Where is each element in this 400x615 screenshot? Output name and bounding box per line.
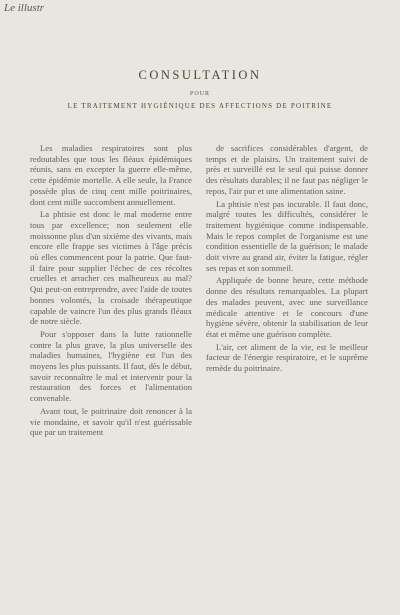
paragraph: La phtisie n'est pas incurable. Il faut donc, malgré toutes les difficultés, considérer le traitement hygiénique comme indispensable. Mais le repos complet de l'organisme est une condition essentielle de la guérison; le malade doit vivre au grand air, éviter la fatigue, régler ses repas et son sommeil.	[206, 198, 368, 273]
left-column	[30, 143, 192, 440]
paragraph: Appliquée de bonne heure, cette méthode donne des résultats remarquables. La plupart des malades peuvent, avec une surveillance médicale attentive et le concours d'une hygiène sévère, obtenir la stabilisation de leur état et même une guérison complète.	[206, 275, 368, 339]
subtitle-connector: POUR	[189, 91, 210, 97]
running-header: Le illustr	[4, 2, 45, 14]
paragraph: La phtisie est donc le mal moderne entre tous par excellence; non seulement elle moissonne plus d'un sixième des vivants, mais encore elle frappe ses victimes à l'âge précis où elles commencent pour la patrie. Que faut-il faire pour supplier l'échec de ces récoltes cruelles et arracher ces malheureux au mal? Qui peut-on entreprendre, avec l'aide de toutes bonnes volontés, la croisade thérapeutique capable de vaincre l'un des plus grands fléaux de notre siècle.	[30, 209, 192, 327]
paragraph: Les maladies respiratoires sont plus redoutables que tous les fléaux épidémiques réunis, sans en excepter la guerre elle-même, cette épidémie mortelle. A elle seule, la France possède plus de cinq cent mille poitrinaires, dont cent mille succombent annuellement.	[30, 143, 192, 207]
right-column	[206, 143, 368, 376]
paragraph: L'air, cet aliment de la vie, est le meilleur facteur de l'énergie respiratoire, et le suprême remède du poitrinaire.	[206, 341, 368, 374]
page-subtitle: LE TRAITEMENT HYGIÉNIQUE DES AFFECTIONS DE POITRINE	[67, 102, 333, 110]
page-title: CONSULTATION	[138, 68, 262, 82]
paragraph: de sacrifices considérables d'argent, de temps et de plaisirs. Un traitement suivi de près et surveillé est le seul qui puisse donner des résultats durables; il ne faut pas négliger le repos, l'air pur et une alimentation saine.	[206, 143, 368, 196]
paragraph: Pour s'opposer dans la lutte rationnelle contre la plus grave, la plus universelle des maladies humaines, l'hygiène est l'un des moyens les plus puissants. Il faut, dès le début, savoir reconnaître le mal et intervenir pour la restauration des forces et l'alimentation convenable.	[30, 328, 192, 404]
paragraph: Avant tout, le poitrinaire doit renoncer à la vie mondaine, et savoir qu'il n'est guérissable que par un traitement	[30, 405, 192, 438]
